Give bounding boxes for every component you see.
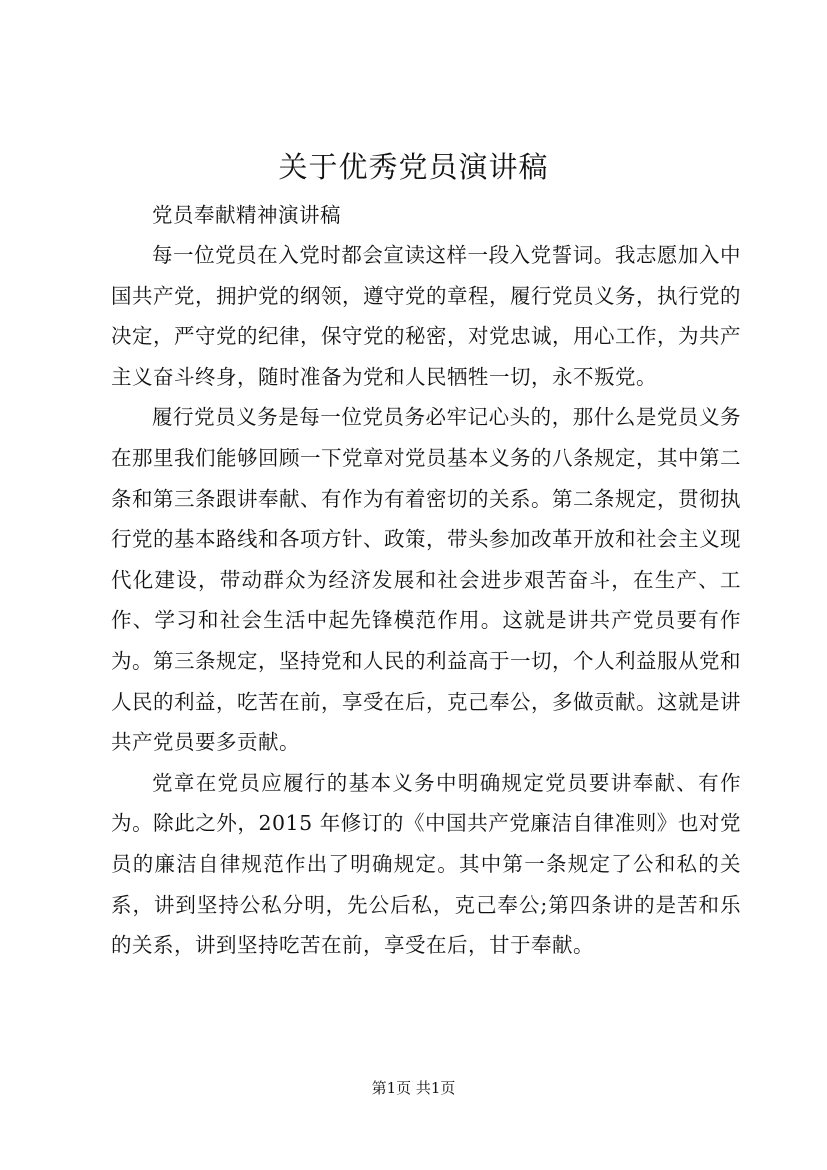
document-title: 关于优秀党员演讲稿 [278,150,549,184]
paragraph-3: 党章在党员应履行的基本义务中明确规定党员要讲奉献、有作为。除此之外，2015 年修订的《中国共产党廉洁自律准则》也对党员的廉洁自律规范作出了明确规定。其中第一条规定了公和私的关系，讲到坚持公私分明，先公后私，克己奉公;第四条讲的是苦和乐的关系，讲到坚持吃苦在前，享受在后，甘于奉献。 [111,770,741,958]
paragraph-1: 每一位党员在入党时都会宣读这样一段入党誓词。我志愿加入中国共产党，拥护党的纲领，遵守党的章程，履行党员义务，执行党的决定，严守党的纪律，保守党的秘密，对党忠诚，用心工作，为共产主义奋斗终身，随时准备为党和人民牺牲一切，永不叛党。 [111,243,741,389]
document-body [111,195,741,966]
paragraph-2: 履行党员义务是每一位党员务必牢记心头的，那什么是党员义务在那里我们能够回顾一下党章对党员基本义务的八条规定，其中第二条和第三条跟讲奉献、有作为有着密切的关系。第二条规定，贯彻执行党的基本路线和各项方针、政策，带头参加改革开放和社会主义现代化建设，带动群众为经济发展和社会进步艰苦奋斗，在生产、工作、学习和社会生活中起先锋模范作用。这就是讲共产党员要有作为。第三条规定，坚持党和人民的利益高于一切，个人利益服从党和人民的利益，吃苦在前，享受在后，克己奉公，多做贡献。这就是讲共产党员要多贡献。 [111,405,741,755]
document-subtitle: 党员奉献精神演讲稿 [152,203,341,227]
page-footer: 第1页 共1页 [371,1079,456,1097]
